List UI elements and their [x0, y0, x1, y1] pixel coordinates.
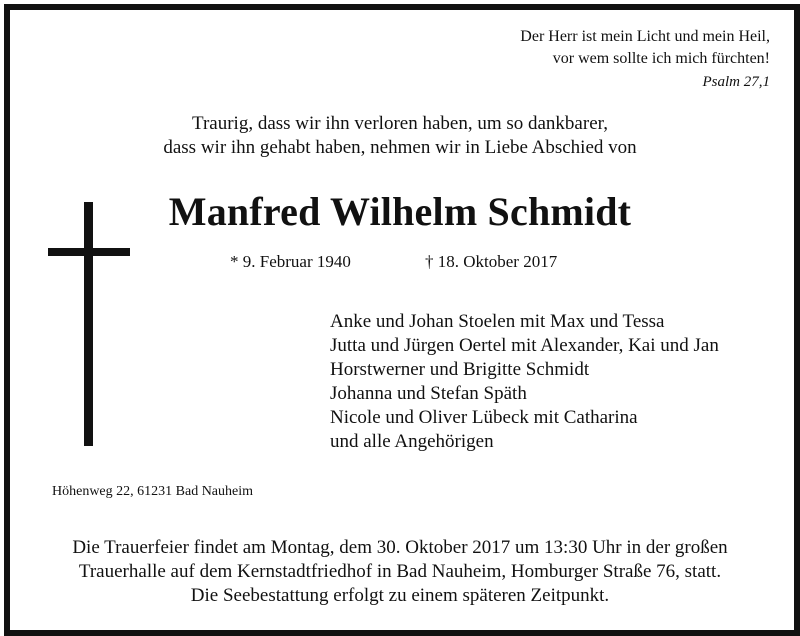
psalm-quote	[470, 26, 770, 70]
mourner-line: Johanna und Stefan Späth	[330, 383, 527, 404]
funeral-line: Die Seebestattung erfolgt zu einem späteren Zeitpunkt.	[190, 585, 610, 606]
death-date: † 18. Oktober 2017	[425, 252, 558, 271]
mourner-line: Anke und Johan Stoelen mit Max und Tessa	[330, 311, 665, 332]
mourner-line: Jutta und Jürgen Oertel mit Alexander, Kai und Jan	[330, 335, 719, 356]
funeral-line: Die Trauerfeier findet am Montag, dem 30. Oktober 2017 um 13:30 Uhr in der großen	[72, 537, 728, 558]
mourner-line: und alle Angehörigen	[330, 431, 494, 452]
funeral-line: Trauerhalle auf dem Kernstadtfriedhof in Bad Nauheim, Homburger Straße 76, statt.	[78, 561, 722, 582]
deceased-name: Manfred Wilhelm Schmidt	[168, 189, 632, 234]
psalm-line: vor wem sollte ich mich fürchten!	[552, 50, 770, 67]
intro-line: Traurig, dass wir ihn verloren haben, um so dankbarer,	[192, 113, 608, 134]
birth-date: * 9. Februar 1940	[230, 252, 351, 271]
intro-line: dass wir ihn gehabt haben, nehmen wir in Liebe Abschied von	[163, 137, 637, 158]
cross-icon	[84, 202, 93, 446]
psalm-reference: Psalm 27,1	[702, 74, 770, 90]
mourners-list	[330, 310, 770, 454]
cross-icon-bar	[48, 248, 130, 256]
intro-text	[100, 112, 700, 160]
funeral-notice	[30, 536, 770, 608]
mourner-line: Nicole und Oliver Lübeck mit Catharina	[330, 407, 638, 428]
mourner-line: Horstwerner und Brigitte Schmidt	[330, 359, 590, 380]
address: Höhenweg 22, 61231 Bad Nauheim	[52, 484, 254, 499]
psalm-line: Der Herr ist mein Licht und mein Heil,	[520, 28, 770, 45]
